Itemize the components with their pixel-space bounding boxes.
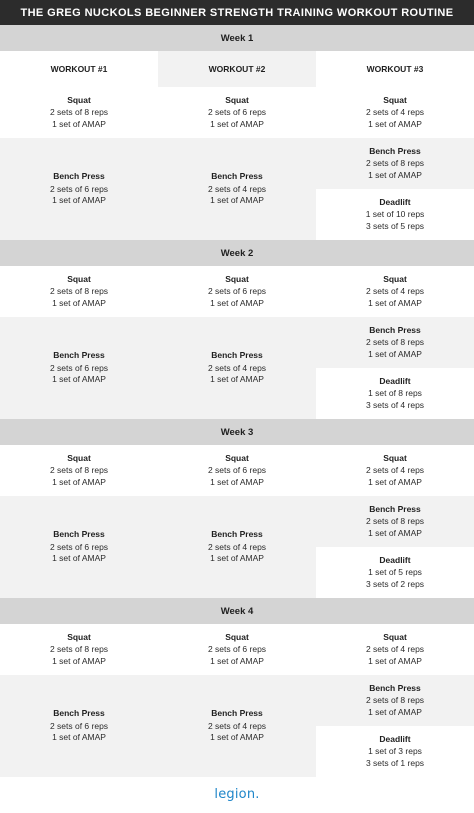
workout-1-squat-cell [0,266,158,317]
exercise-name: Squat [383,94,407,105]
set-scheme: 1 set of AMAP [368,706,422,717]
set-scheme: 2 sets of 6 reps [49,541,109,552]
exercise-name: Squat [225,273,249,284]
workout-1-squat-cell [0,445,158,496]
exercise-name: Squat [383,631,407,642]
set-scheme: 1 set of AMAP [368,476,422,487]
workout-1-deadlift-cell [316,547,474,598]
set-scheme: 2 sets of 4 reps [365,107,425,118]
exercise-name: Bench Press [369,145,421,156]
set-scheme: 2 sets of 8 reps [365,695,425,706]
workout-3-bench-cell [158,138,316,240]
exercise-name: Squat [383,452,407,463]
set-scheme: 2 sets of 6 reps [49,720,109,731]
workout-1-bench-cell [316,496,474,547]
exercise-name: Squat [383,273,407,284]
set-scheme: 1 set of AMAP [368,527,422,538]
exercise-name: Bench Press [53,350,105,361]
exercise-name: Deadlift [379,554,411,565]
set-scheme: 1 set of AMAP [210,732,264,743]
set-scheme: 1 set of AMAP [52,732,106,743]
exercise-name: Bench Press [53,708,105,719]
set-scheme: 1 set of AMAP [210,655,264,666]
workout-2-bench-cell [0,496,158,598]
week-header: Week 2 [0,240,474,266]
set-scheme: 2 sets of 4 reps [365,465,425,476]
set-scheme: 2 sets of 8 reps [49,465,109,476]
set-scheme: 1 set of AMAP [52,655,106,666]
exercise-name: Bench Press [211,350,263,361]
workout-3-squat-cell [316,266,474,317]
column-header-workout-2: WORKOUT #2 [158,51,316,87]
workout-1-bench-cell [316,138,474,189]
workout-1-squat-cell [0,87,158,138]
exercise-name: Bench Press [53,171,105,182]
legion-logo-icon [214,787,259,802]
week-grid [0,624,474,777]
set-scheme: 2 sets of 8 reps [365,158,425,169]
workout-2-bench-cell [0,138,158,240]
set-scheme: 1 set of AMAP [210,553,264,564]
workout-1-squat-cell [0,624,158,675]
workout-2-squat-cell [158,624,316,675]
workout-3-squat-cell [316,87,474,138]
set-scheme: 3 sets of 2 reps [365,578,425,589]
workout-3-bench-cell [158,496,316,598]
set-scheme: 3 sets of 5 reps [365,220,425,231]
exercise-name: Deadlift [379,733,411,744]
workout-1-deadlift-cell [316,368,474,419]
set-scheme: 2 sets of 6 reps [207,465,267,476]
set-scheme: 2 sets of 4 reps [207,541,267,552]
set-scheme: 1 set of 8 reps [368,388,422,399]
workout-2-bench-cell [0,317,158,419]
set-scheme: 1 set of AMAP [368,118,422,129]
workout-1-bench-cell [316,675,474,726]
set-scheme: 2 sets of 4 reps [207,183,267,194]
logo-text: legion [214,786,256,802]
set-scheme: 2 sets of 6 reps [49,183,109,194]
set-scheme: 1 set of AMAP [52,374,106,385]
workout-3-bench-cell [158,317,316,419]
exercise-name: Squat [225,94,249,105]
exercise-name: Bench Press [211,529,263,540]
set-scheme: 1 set of AMAP [52,476,106,487]
exercise-name: Squat [67,273,91,284]
exercise-name: Squat [67,631,91,642]
exercise-name: Bench Press [369,503,421,514]
workout-1-deadlift-cell [316,726,474,777]
exercise-name: Squat [67,452,91,463]
exercise-name: Squat [67,94,91,105]
set-scheme: 2 sets of 4 reps [207,362,267,373]
workout-3-squat-cell [316,445,474,496]
set-scheme: 3 sets of 1 reps [365,757,425,768]
set-scheme: 2 sets of 8 reps [365,337,425,348]
week-grid [0,87,474,240]
set-scheme: 1 set of 3 reps [368,746,422,757]
week-header: Week 4 [0,598,474,624]
column-header-workout-1: WORKOUT #1 [0,51,158,87]
set-scheme: 1 set of AMAP [210,195,264,206]
exercise-name: Deadlift [379,196,411,207]
set-scheme: 1 set of AMAP [52,553,106,564]
exercise-name: Squat [225,631,249,642]
set-scheme: 1 set of AMAP [368,297,422,308]
set-scheme: 2 sets of 8 reps [365,516,425,527]
set-scheme: 1 set of AMAP [52,297,106,308]
set-scheme: 2 sets of 8 reps [49,644,109,655]
set-scheme: 1 set of AMAP [210,374,264,385]
workout-1-bench-cell [316,317,474,368]
set-scheme: 2 sets of 4 reps [365,644,425,655]
exercise-name: Bench Press [369,324,421,335]
set-scheme: 2 sets of 6 reps [207,107,267,118]
set-scheme: 1 set of AMAP [210,476,264,487]
exercise-name: Bench Press [211,171,263,182]
set-scheme: 1 set of AMAP [368,348,422,359]
workout-2-squat-cell [158,87,316,138]
week-header: Week 3 [0,419,474,445]
set-scheme: 2 sets of 6 reps [207,286,267,297]
footer [0,777,474,811]
set-scheme: 1 set of 5 reps [368,567,422,578]
set-scheme: 2 sets of 8 reps [49,286,109,297]
exercise-name: Bench Press [211,708,263,719]
set-scheme: 1 set of AMAP [368,169,422,180]
workout-1-deadlift-cell [316,189,474,240]
set-scheme: 1 set of AMAP [52,195,106,206]
set-scheme: 1 set of AMAP [52,118,106,129]
set-scheme: 2 sets of 6 reps [49,362,109,373]
workout-2-bench-cell [0,675,158,777]
column-header-row [0,51,474,87]
exercise-name: Bench Press [53,529,105,540]
set-scheme: 2 sets of 4 reps [207,720,267,731]
set-scheme: 1 set of AMAP [210,297,264,308]
week-grid [0,266,474,419]
workout-2-squat-cell [158,445,316,496]
exercise-name: Squat [225,452,249,463]
workout-3-bench-cell [158,675,316,777]
week-header: Week 1 [0,25,474,51]
exercise-name: Bench Press [369,682,421,693]
set-scheme: 3 sets of 4 reps [365,399,425,410]
exercise-name: Deadlift [379,375,411,386]
set-scheme: 1 set of 10 reps [365,209,425,220]
logo-dot: . [255,786,260,802]
page-title: THE GREG NUCKOLS BEGINNER STRENGTH TRAINING WORKOUT ROUTINE [0,0,474,25]
week-grid [0,445,474,598]
set-scheme: 2 sets of 6 reps [207,644,267,655]
set-scheme: 1 set of AMAP [368,655,422,666]
workout-2-squat-cell [158,266,316,317]
set-scheme: 2 sets of 8 reps [49,107,109,118]
workout-3-squat-cell [316,624,474,675]
set-scheme: 2 sets of 4 reps [365,286,425,297]
set-scheme: 1 set of AMAP [210,118,264,129]
column-header-workout-3: WORKOUT #3 [316,51,474,87]
